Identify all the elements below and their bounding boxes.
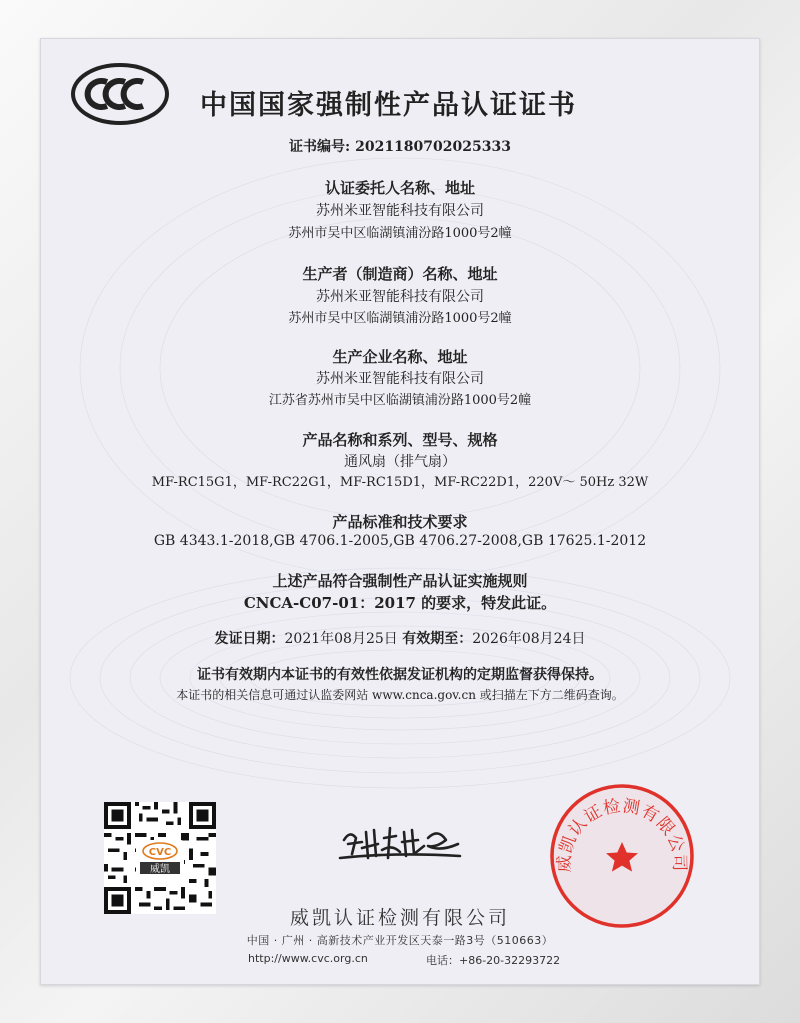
- applicant-heading: 认证委托人名称、地址: [324, 179, 475, 197]
- issuer-website-link[interactable]: http://www.cvc.org.cn: [248, 952, 368, 965]
- cvc-badge-icon: [136, 840, 184, 876]
- qr-cvc-badge: [136, 840, 184, 876]
- svg-text:CVC: CVC: [148, 847, 172, 858]
- issuer-telephone: 电话：+86-20-32293722: [426, 954, 561, 967]
- dates-line: [40, 628, 760, 648]
- issuer-name: 威凯认证检测有限公司: [289, 907, 510, 929]
- applicant-name: 苏州米亚智能科技有限公司: [316, 203, 484, 219]
- conformity-line-2: CNCA-C07-01：2017 的要求，特发此证。: [243, 594, 557, 612]
- manufacturer-address: 苏州市吴中区临湖镇浦汾路1000号2幢: [288, 311, 512, 326]
- factory-heading: 生产企业名称、地址: [332, 348, 468, 366]
- manufacturer-name: 苏州米亚智能科技有限公司: [316, 289, 484, 305]
- expiry-date-label: 有效期至：: [402, 631, 473, 647]
- product-models: MF-RC15G1，MF-RC22G1，MF-RC15D1，MF-RC22D1，220V～ 50Hz 32W: [151, 475, 649, 490]
- standards-heading: 产品标准和技术要求: [332, 513, 468, 531]
- issue-date: 2021年08月25日: [284, 631, 398, 647]
- factory-name: 苏州米亚智能科技有限公司: [316, 371, 484, 387]
- certificate-number-label: 证书编号:: [289, 139, 351, 155]
- product-name: 通风扇（排气扇）: [344, 454, 456, 470]
- issuer-seal: [548, 782, 696, 930]
- ccc-logo: [70, 62, 170, 126]
- validity-note: 证书有效期内本证书的有效性依据发证机构的定期监督获得保持。: [197, 667, 603, 683]
- factory-address: 江苏省苏州市吴中区临湖镇浦汾路1000号2幢: [268, 393, 532, 408]
- manufacturer-heading: 生产者（制造商）名称、地址: [302, 265, 498, 283]
- conformity-line-1: 上述产品符合强制性产品认证实施规则: [272, 572, 528, 590]
- applicant-address: 苏州市吴中区临湖镇浦汾路1000号2幢: [288, 226, 512, 241]
- standards-value: GB 4343.1-2018,GB 4706.1-2005,GB 4706.27-2008,GB 17625.1-2012: [153, 533, 647, 549]
- seal-text: 威凯认证检测有限公司: [554, 796, 690, 873]
- product-heading: 产品名称和系列、型号、规格: [302, 431, 498, 449]
- certificate-number: 2021180702025333: [355, 139, 511, 155]
- issue-date-label: 发证日期：: [214, 631, 285, 647]
- svg-text:威凯: 威凯: [150, 864, 170, 875]
- expiry-date: 2026年08月24日: [472, 631, 586, 647]
- signature: [336, 818, 466, 866]
- issuer-address: 中国 · 广州 · 高新技术产业开发区天泰一路3号（510663）: [246, 934, 554, 947]
- certificate-number-line: [40, 136, 760, 156]
- certificate-title: 中国国家强制性产品认证证书: [200, 90, 577, 121]
- lookup-note: 本证书的相关信息可通过认监委网站 www.cnca.gov.cn 或扫描左下方二维码查询。: [176, 688, 624, 702]
